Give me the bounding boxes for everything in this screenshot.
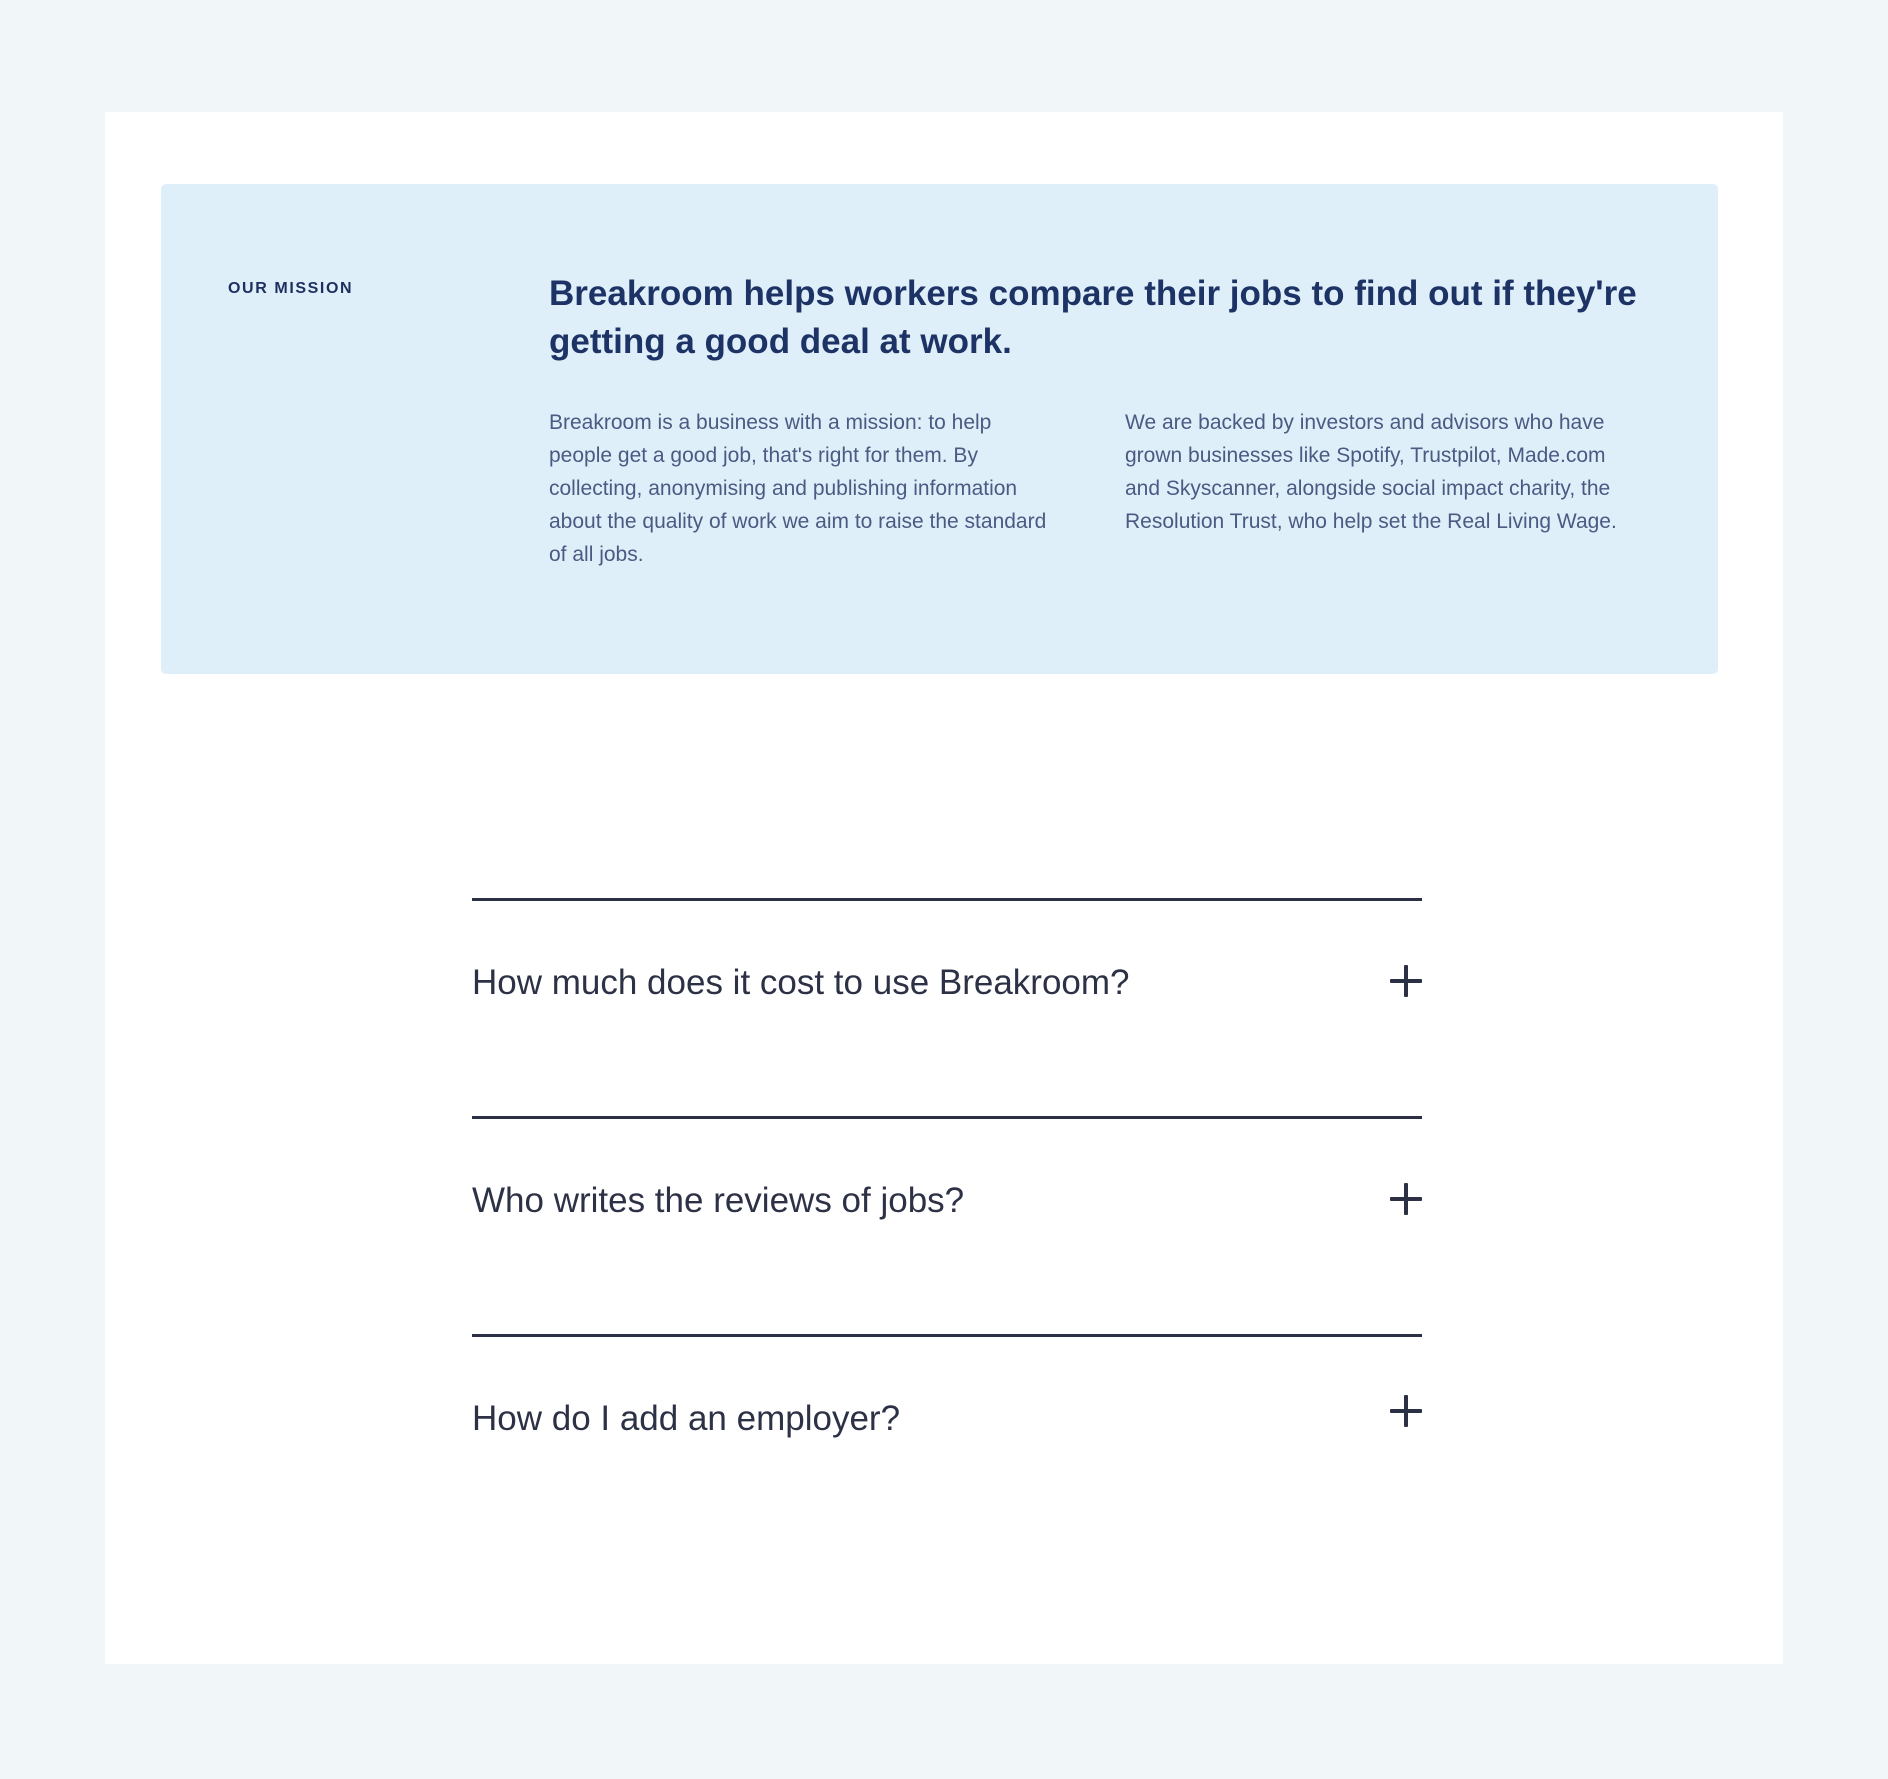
- plus-icon[interactable]: [1390, 1183, 1422, 1215]
- faq-item-add-employer[interactable]: [472, 1334, 1422, 1552]
- mission-paragraph-left: Breakroom is a business with a mission: to help people get a good job, that's right for them. By collecting, anonymising and publishing information about the quality of work we aim to raise the standard of all jobs.: [549, 411, 1047, 566]
- mission-section: [161, 184, 1718, 674]
- faq-accordion: [472, 898, 1422, 1552]
- faq-item-reviews[interactable]: [472, 1116, 1422, 1334]
- plus-icon[interactable]: [1390, 1395, 1422, 1427]
- faq-question: How much does it cost to use Breakroom?: [472, 963, 1130, 1002]
- mission-paragraph-right: We are backed by investors and advisors who have grown businesses like Spotify, Trustpilot, Made.com and Skyscanner, alongside social impact charity, the Resolution Trust, who help set the Real Living Wage.: [1125, 411, 1617, 533]
- mission-heading: Breakroom helps workers compare their jobs to find out if they're getting a good deal at work.: [549, 274, 1637, 361]
- plus-icon[interactable]: [1390, 965, 1422, 997]
- content-card: [105, 112, 1783, 1664]
- faq-item-cost[interactable]: [472, 898, 1422, 1116]
- mission-label: OUR MISSION: [228, 280, 354, 297]
- faq-question: Who writes the reviews of jobs?: [472, 1181, 965, 1220]
- faq-question: How do I add an employer?: [472, 1399, 901, 1438]
